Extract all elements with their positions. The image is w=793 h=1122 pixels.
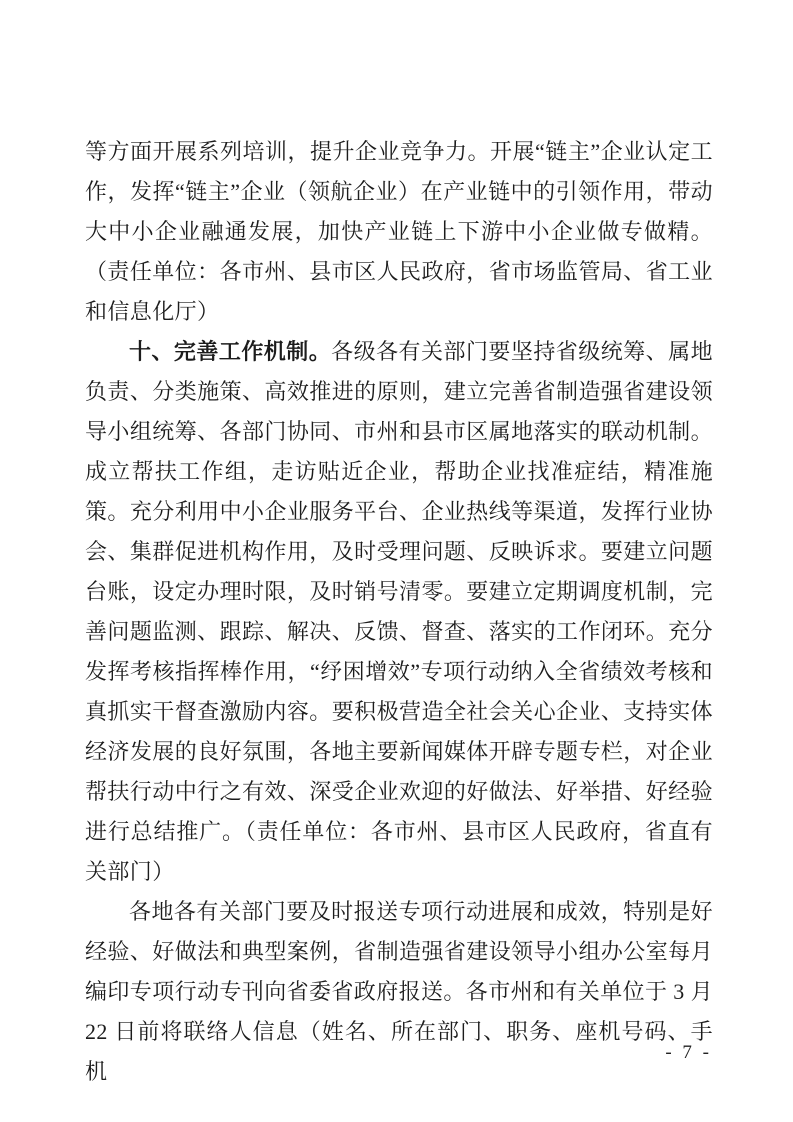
paragraph-text: 各地各有关部门要及时报送专项行动进展和成效，特别是好经验、好做法和典型案例，省制造强省建设领导小组办公室每月编印专项行动专刊向省委省政府报送。各市州和有关单位于 3 月 22 日前将联络人信息（姓名、所在部门、职务、座机号码、手机 xyxy=(85,899,714,1084)
paragraph-text: 等方面开展系列培训，提升企业竞争力。开展“链主”企业认定工作，发挥“链主”企业（领航企业）在产业链中的引领作用，带动大中小企业融通发展，加快产业链上下游中小企业做专做精。（责任单位：各市州、县市区人民政府，省市场监管局、省工业和信息化厅） xyxy=(85,139,713,324)
paragraph-continuation xyxy=(85,132,713,332)
document-body xyxy=(85,132,713,1092)
paragraph-text: 各级各有关部门要坚持省级统筹、属地负责、分类施策、高效推进的原则，建立完善省制造强省建设领导小组统筹、各部门协同、市州和县市区属地落实的联动机制。成立帮扶工作组，走访贴近企业，帮助企业找准症结，精准施策。充分利用中小企业服务平台、企业热线等渠道，发挥行业协会、集群促进机构作用，及时受理问题、反映诉求。要建立问题台账，设定办理时限，及时销号清零。要建立定期调度机制，完善问题监测、跟踪、解决、反馈、督查、落实的工作闭环。充分发挥考核指挥棒作用，“纾困增效”专项行动纳入全省绩效考核和真抓实干督查激励内容。要积极营造全社会关心企业、支持实体经济发展的良好氛围，各地主要新闻媒体开辟专题专栏，对企业帮扶行动中行之有效、深受企业欢迎的好做法、好举措、好经验进行总结推广。（责任单位：各市州、县市区人民政府，省直有关部门） xyxy=(85,339,713,884)
paragraph-section-ten xyxy=(85,332,713,892)
page-number: - 7 - xyxy=(665,1042,712,1063)
paragraph-reporting xyxy=(85,892,713,1092)
section-heading: 十、完善工作机制。 xyxy=(129,339,332,364)
